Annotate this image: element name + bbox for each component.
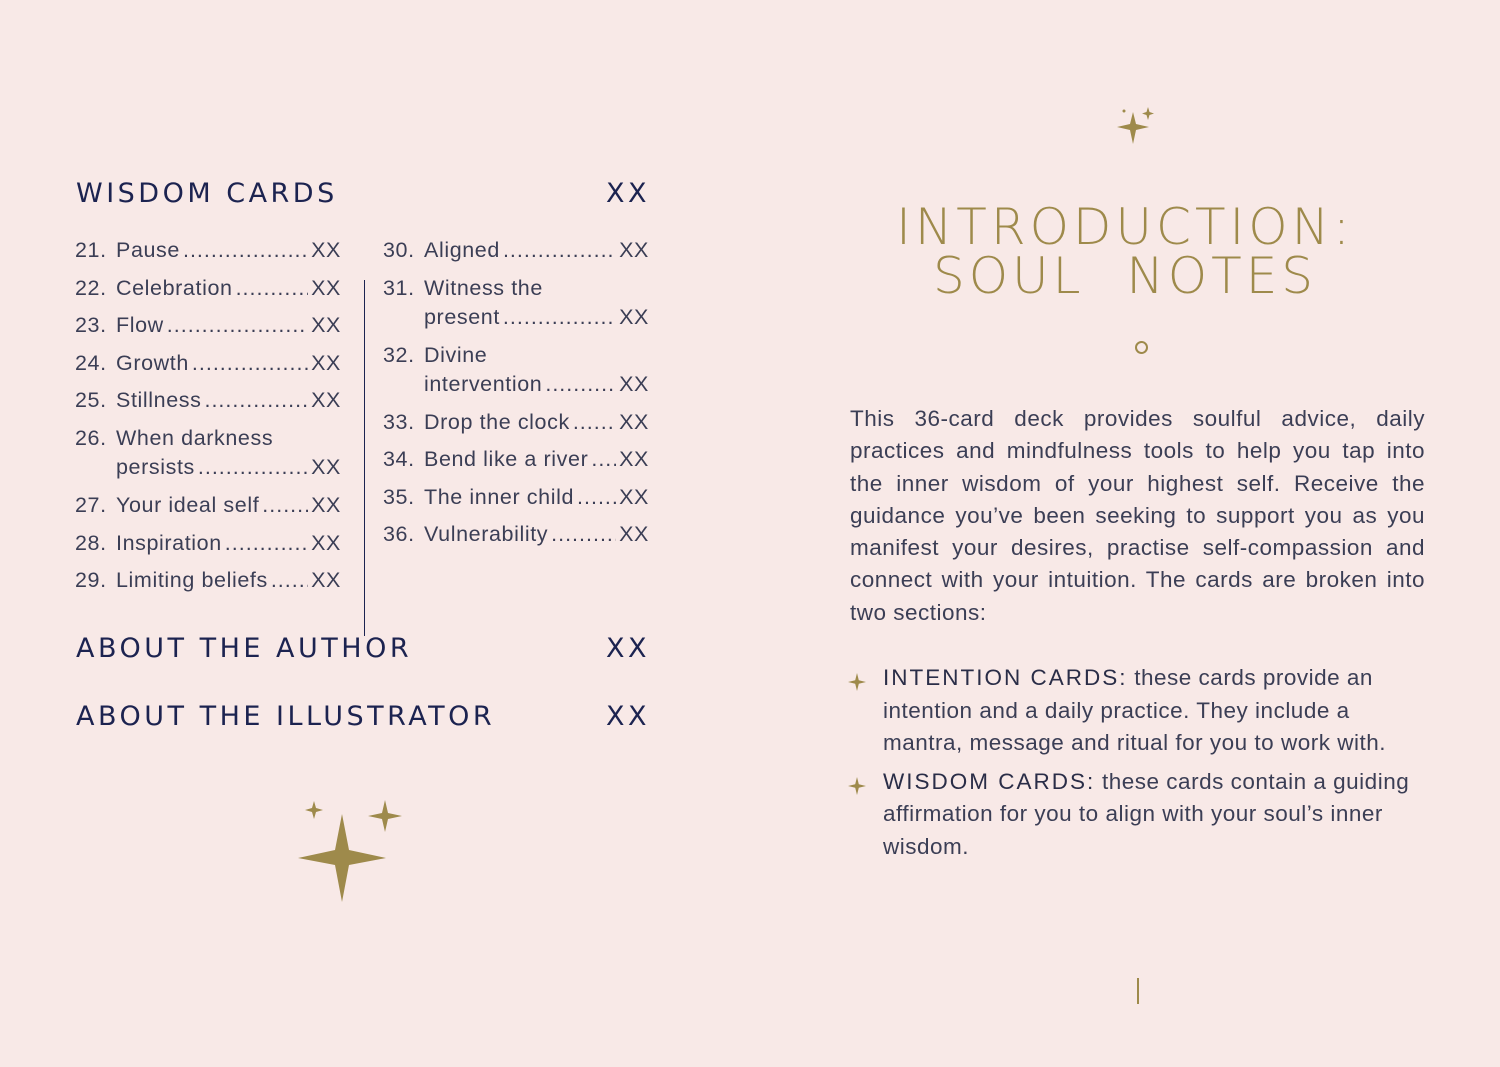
- bullet-label: INTENTION CARDS:: [883, 665, 1128, 690]
- toc-column-2: [383, 236, 649, 558]
- toc-entry[interactable]: [383, 408, 649, 437]
- introduction-page: [750, 0, 1500, 1067]
- toc-entry-label: Drop the clock: [424, 409, 570, 434]
- toc-entry[interactable]: [383, 520, 649, 549]
- toc-entry[interactable]: [383, 341, 649, 399]
- sparkle-bottom-icon: [296, 798, 406, 904]
- toc-entry-number: 27.: [75, 492, 107, 517]
- toc-entry-page: XX: [311, 238, 341, 262]
- toc-entry[interactable]: [75, 529, 341, 558]
- toc-entry-label: Growth: [116, 350, 189, 375]
- toc-column-1: [75, 236, 341, 604]
- toc-entry-page: XX: [619, 371, 649, 396]
- card-sections-list: [850, 662, 1425, 869]
- toc-entry[interactable]: [75, 311, 341, 340]
- toc-entry[interactable]: [75, 236, 341, 265]
- toc-entry-label: Witness the: [424, 275, 543, 300]
- toc-entry-page: XX: [619, 409, 649, 434]
- list-item: [850, 766, 1425, 864]
- bullet-label: WISDOM CARDS:: [883, 768, 1096, 794]
- toc-entry-page: XX: [619, 304, 649, 329]
- toc-entry-label: Your ideal self: [116, 492, 260, 517]
- toc-dot-leader: [167, 311, 308, 340]
- toc-entry[interactable]: [75, 424, 341, 482]
- toc-entry-number: 24.: [75, 350, 107, 375]
- toc-entry[interactable]: [75, 566, 341, 595]
- toc-entry-number: 23.: [75, 313, 107, 338]
- toc-entry-page: XX: [311, 350, 341, 375]
- toc-entry-page: XX: [311, 454, 341, 479]
- bullet-text: these cards provide an intention and a daily practice. They include a mantra, message and ritual for you to work with.: [883, 665, 1386, 755]
- toc-entry-page: XX: [311, 492, 341, 517]
- toc-entry-page: XX: [619, 522, 649, 547]
- bullet-text: these cards contain a guiding affirmation for you to align with your soul’s inner wisdom.: [883, 768, 1410, 859]
- toc-entry[interactable]: [75, 274, 341, 303]
- toc-dot-leader: [225, 529, 308, 558]
- toc-entry-label: Bend like a river: [424, 447, 589, 472]
- toc-entry[interactable]: [383, 445, 649, 474]
- toc-dot-leader: [183, 236, 308, 265]
- toc-entry[interactable]: [383, 274, 649, 332]
- toc-entry-page: XX: [311, 313, 341, 338]
- toc-entry-label: intervention: [424, 371, 543, 396]
- toc-entry-number: 33.: [383, 409, 415, 434]
- toc-entry-label: Limiting beliefs: [116, 568, 268, 593]
- toc-entry-number: 29.: [75, 568, 107, 593]
- toc-entry-label: Celebration: [116, 275, 233, 300]
- toc-entry-label: Vulnerability: [424, 522, 549, 547]
- list-item: [850, 662, 1425, 760]
- page-folio-mark: [1137, 978, 1139, 1004]
- toc-entry-page: XX: [619, 238, 649, 262]
- toc-entry-page: XX: [311, 568, 341, 593]
- toc-dot-leader: [503, 236, 616, 265]
- toc-dot-leader: [573, 408, 616, 437]
- toc-entry-number: 25.: [75, 388, 107, 413]
- intro-title-line-2: SOUL NOTES: [932, 247, 1318, 305]
- toc-entry-label: When darkness: [116, 425, 274, 450]
- toc-dot-leader: [551, 520, 616, 549]
- toc-dot-leader: [236, 274, 309, 303]
- toc-entry-number: 35.: [383, 484, 415, 509]
- toc-entry-number: 22.: [75, 275, 107, 300]
- toc-dot-leader: [262, 491, 308, 520]
- toc-entry-number: 26.: [75, 425, 107, 450]
- toc-entry-label: Flow: [116, 313, 164, 338]
- column-divider: [364, 280, 365, 636]
- intro-title-line-1: INTRODUCTION:: [896, 198, 1354, 256]
- circle-ornament-icon: [1135, 341, 1148, 354]
- toc-dot-leader: [591, 445, 616, 474]
- toc-entry-number: 36.: [383, 522, 415, 547]
- toc-entry-label: present: [424, 304, 500, 329]
- toc-entry-label: Inspiration: [116, 530, 222, 555]
- toc-entry[interactable]: [383, 483, 649, 512]
- toc-entry-label: The inner child: [424, 484, 575, 509]
- star-bullet-icon: [848, 777, 866, 795]
- toc-entry-label: Divine: [424, 342, 488, 367]
- toc-entry-label: Aligned: [424, 238, 500, 262]
- toc-dot-leader: [503, 303, 616, 332]
- toc-entry-page: XX: [619, 484, 649, 509]
- toc-entry-page: XX: [311, 275, 341, 300]
- toc-entry-page: XX: [311, 530, 341, 555]
- toc-dot-leader: [545, 370, 616, 399]
- contents-page: WISDOM CARDS XX 21. Pause ..... XX 22. Celebration ..... XX 23. Flow ..... XX 24. Growth ..... XX 25. Stillness ..... XX 26. When darkness persists ..... XX 27. Your ideal self ..... XX 28. Inspiration ..... XX 29. Limiting beliefs ..... XX 30. Aligned ..... XX 31. Witness the present ..... XX 32. Divine intervention ..... XX 33. Drop the clock ..... XX 34. Bend like a river ..... XX 35. The inner child ..... XX 36. Vulnerability ..... XX ABOUT THE AUTHOR XX ABOUT THE ILLUSTRATOR XX: [0, 0, 750, 1067]
- toc-entry[interactable]: [75, 386, 341, 415]
- toc-entry[interactable]: [75, 491, 341, 520]
- toc-dot-leader: [271, 566, 308, 595]
- intro-paragraph: This 36-card deck provides soulful advice, daily practices and mindfulness tools to help you tap into the inner wisdom of your highest self. Receive the guidance you’ve been seeking to support you as you manifest your desires, practise self-compassion and connect with your intuition. The cards are broken into two sections:: [850, 406, 1425, 625]
- toc-entry-number: 34.: [383, 447, 415, 472]
- toc-entry-page: XX: [311, 388, 341, 413]
- toc-dot-leader: [192, 349, 308, 378]
- sparkle-top-icon: [1116, 106, 1156, 146]
- toc-entry-number: 31.: [383, 275, 415, 300]
- toc-dot-leader: [198, 453, 308, 482]
- toc-dot-leader: [204, 386, 308, 415]
- toc-entry[interactable]: [75, 349, 341, 378]
- toc-entry-label: Pause: [116, 238, 180, 262]
- star-bullet-icon: [848, 673, 866, 691]
- toc-entry-page: XX: [619, 447, 649, 472]
- toc-entry[interactable]: [383, 236, 649, 265]
- toc-dot-leader: [577, 483, 616, 512]
- toc-entry-number: 21.: [75, 238, 107, 262]
- toc-entry-number: 28.: [75, 530, 107, 555]
- toc-entry-label: Stillness: [116, 388, 202, 413]
- toc-entry-label: persists: [116, 454, 195, 479]
- toc-entry-number: 32.: [383, 342, 415, 367]
- toc-entry-number: 30.: [383, 238, 415, 262]
